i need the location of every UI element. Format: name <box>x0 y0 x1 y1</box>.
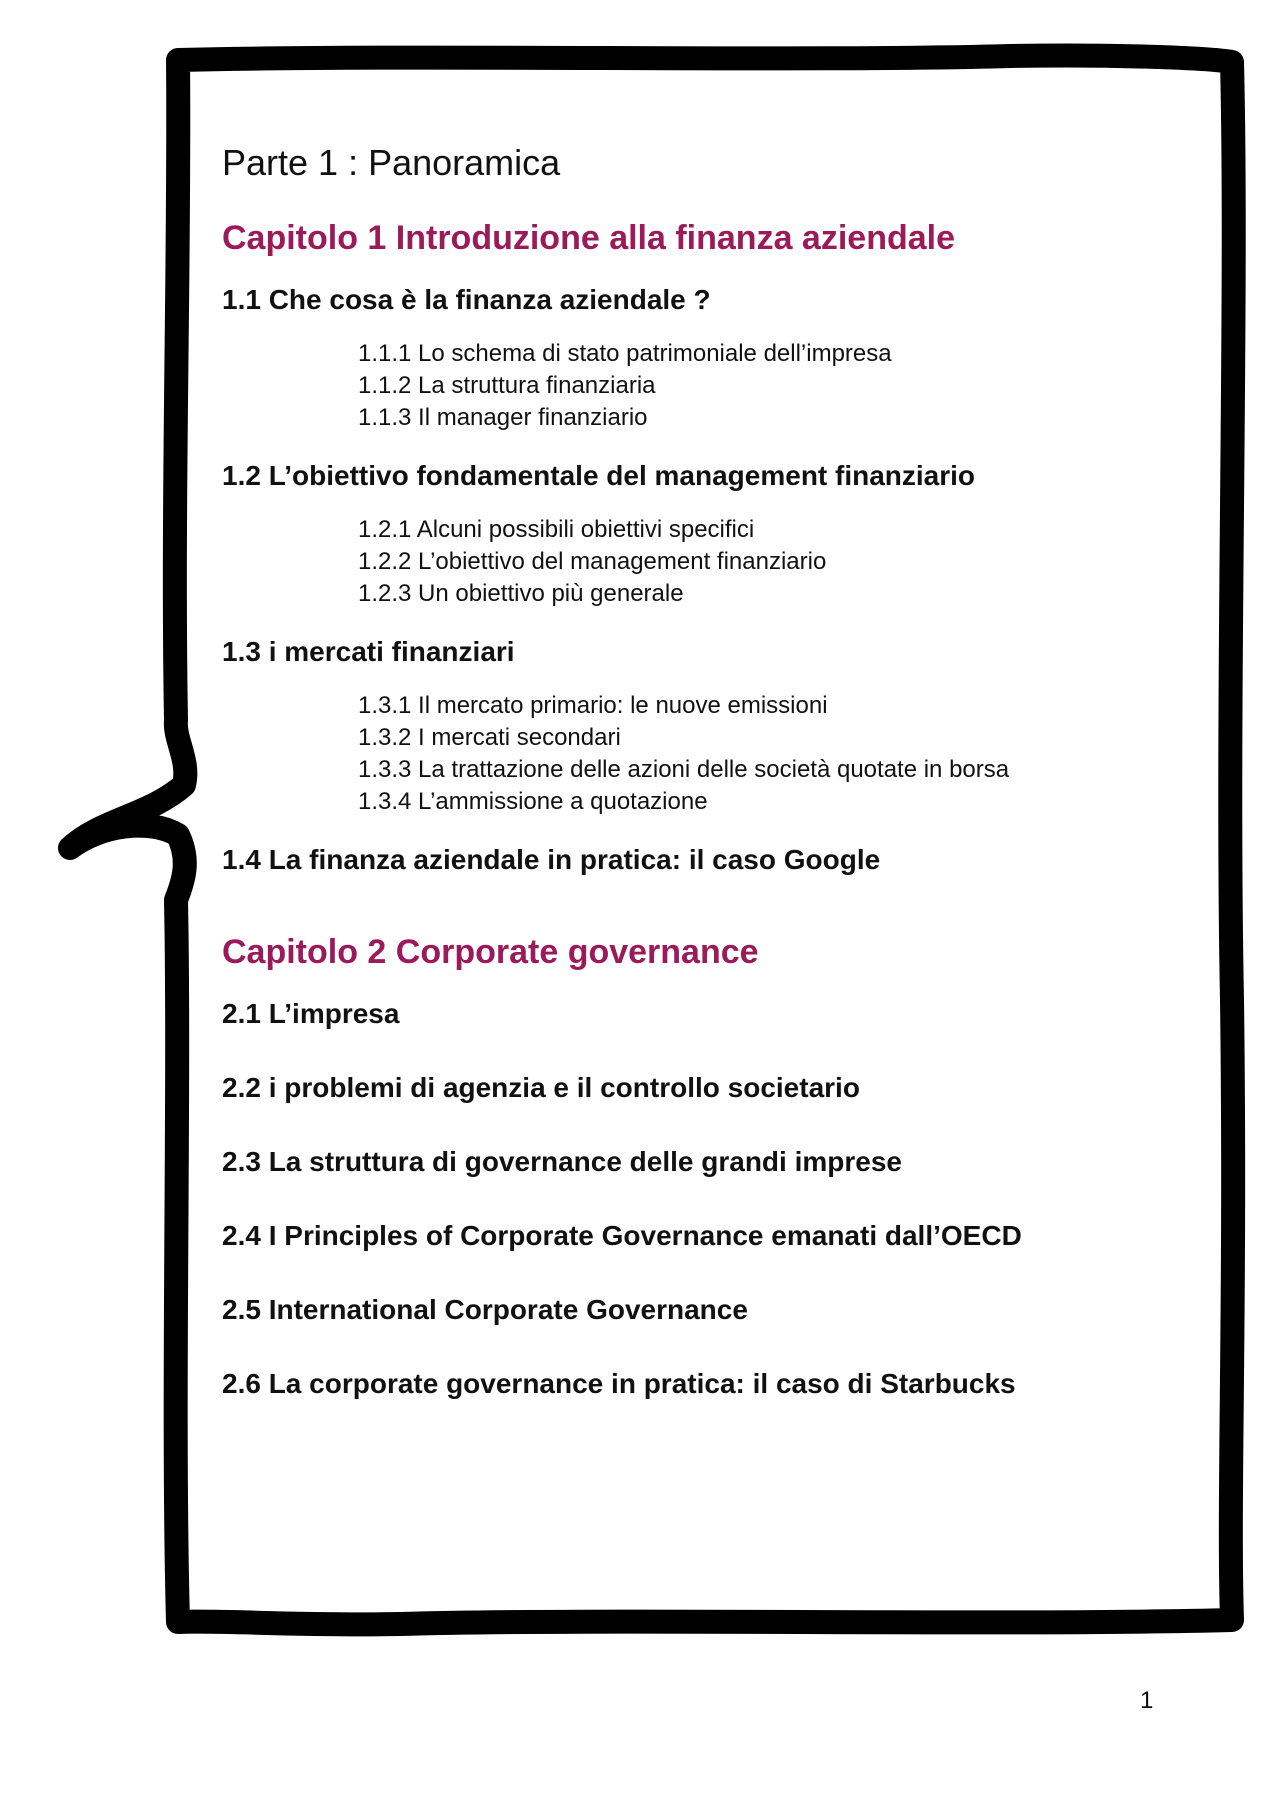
section <box>222 1144 1182 1180</box>
section-title: 2.4 I Principles of Corporate Governance emanati dall’OECD <box>222 1220 1022 1251</box>
chapter-title: Capitolo 1 Introduzione alla finanza aziendale <box>222 219 955 257</box>
subsection-item: 1.3.2 I mercati secondari <box>358 724 621 751</box>
chapter <box>222 930 1182 1402</box>
chapter-title: Capitolo 2 Corporate governance <box>222 933 759 971</box>
page-number: 1 <box>1140 1687 1154 1714</box>
subsection-item: 1.1.1 Lo schema di stato patrimoniale dell’impresa <box>358 340 892 367</box>
chapter-list <box>222 216 1182 1402</box>
subsection-list <box>358 514 1182 610</box>
section-title: 2.6 La corporate governance in pratica: il caso di Starbucks <box>222 1368 1016 1399</box>
table-of-contents <box>222 140 1182 1440</box>
chapter <box>222 216 1182 878</box>
subsection-list <box>358 338 1182 434</box>
section <box>222 634 1182 818</box>
section-title: 1.2 L’obiettivo fondamentale del management finanziario <box>222 460 976 491</box>
section-title: 1.4 La finanza aziendale in pratica: il caso Google <box>222 844 881 875</box>
subsection-item: 1.1.2 La struttura finanziaria <box>358 372 656 399</box>
subsection-item: 1.2.2 L’obiettivo del management finanziario <box>358 548 827 575</box>
subsection-item: 1.3.4 L’ammissione a quotazione <box>358 788 708 815</box>
subsection-item: 1.3.3 La trattazione delle azioni delle società quotate in borsa <box>358 756 1010 783</box>
section-title: 2.3 La struttura di governance delle grandi imprese <box>222 1146 902 1177</box>
section <box>222 458 1182 610</box>
section <box>222 842 1182 878</box>
section-title: 2.5 International Corporate Governance <box>222 1294 748 1325</box>
section-title: 2.1 L’impresa <box>222 998 400 1029</box>
section <box>222 282 1182 434</box>
section-title: 1.1 Che cosa è la finanza aziendale ? <box>222 284 711 315</box>
subsection-list <box>358 690 1182 818</box>
section <box>222 1366 1182 1402</box>
section-title: 1.3 i mercati finanziari <box>222 636 515 667</box>
section <box>222 1292 1182 1328</box>
section <box>222 996 1182 1032</box>
section <box>222 1218 1182 1254</box>
subsection-item: 1.2.1 Alcuni possibili obiettivi specifici <box>358 516 755 543</box>
subsection-item: 1.3.1 Il mercato primario: le nuove emissioni <box>358 692 828 719</box>
subsection-item: 1.2.3 Un obiettivo più generale <box>358 580 684 607</box>
section-title: 2.2 i problemi di agenzia e il controllo societario <box>222 1072 860 1103</box>
subsection-item: 1.1.3 Il manager finanziario <box>358 404 648 431</box>
part-title: Parte 1 : Panoramica <box>222 142 561 183</box>
section <box>222 1070 1182 1106</box>
